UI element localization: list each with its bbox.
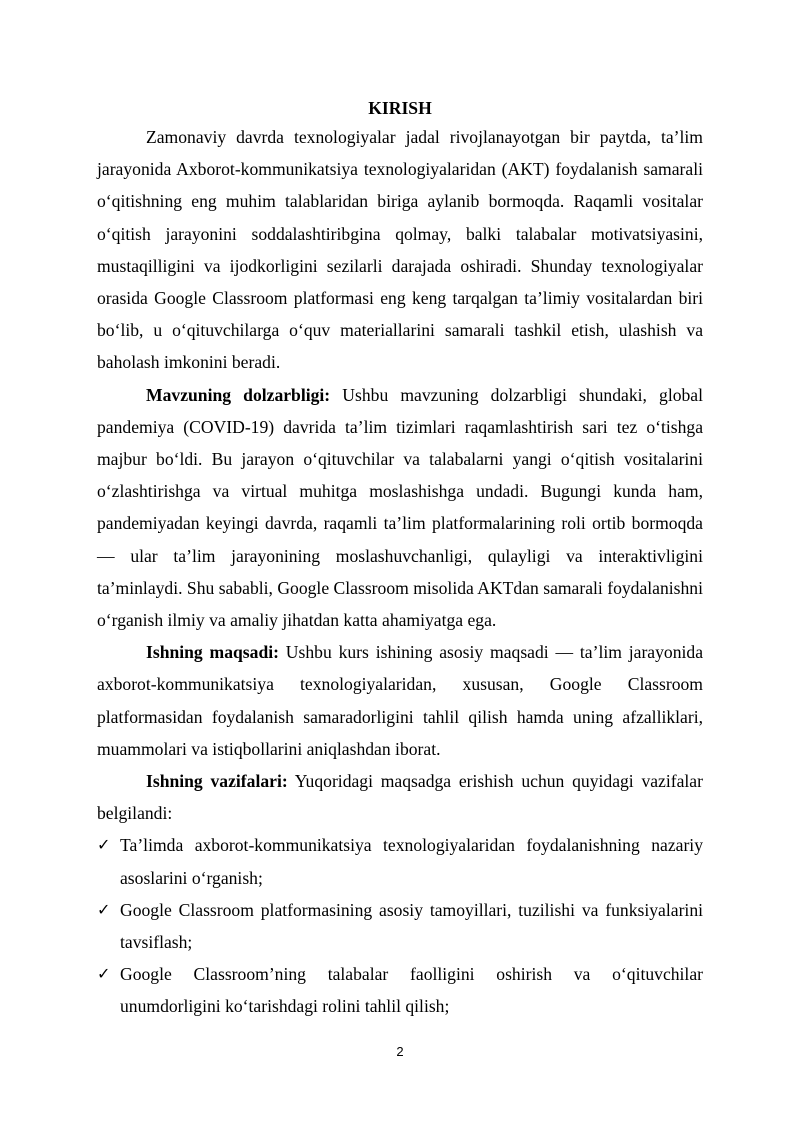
relevance-paragraph (97, 379, 703, 637)
list-item-text: Google Classroom’ning talabalar faolligini oshirish va o‘qituvchilar unumdorligini ko‘tarishdagi rolini tahlil qilish; (120, 964, 703, 1017)
list-item (97, 958, 703, 1022)
goal-text: Ushbu kurs ishining asosiy maqsadi — ta’lim jarayonida axborot-kommunikatsiya texnologiyalaridan, xususan, Google Classroom platformasidan foydalanish samaradorligini tahlil qilish hamda uning afzalliklari, muammolari va istiqbollarini aniqlashdan iborat. (97, 642, 704, 759)
checkmark-icon: ✓ (97, 964, 111, 984)
checkmark-icon: ✓ (97, 899, 111, 919)
tasks-paragraph (97, 765, 703, 829)
page-content (97, 95, 703, 1023)
list-item-text: Google Classroom platformasining asosiy tamoyillari, tuzilishi va funksiyalarini tavsiflash; (120, 899, 703, 953)
goal-label: Ishning maqsadi: (146, 642, 279, 663)
relevance-label: Mavzuning dolzarbligi: (146, 384, 331, 405)
goal-paragraph (97, 636, 703, 765)
page-number: 2 (396, 1044, 404, 1059)
section-title: KIRISH (368, 98, 432, 118)
tasks-list (97, 829, 703, 1022)
list-item (97, 894, 703, 958)
tasks-text: Yuqoridagi maqsadga erishish uchun quyidagi vazifalar belgilandi: (97, 771, 703, 824)
relevance-text: Ushbu mavzuning dolzarbligi shundaki, global pandemiya (COVID-19) davrida ta’lim tizimlari raqamlashtirish sari tez o‘tishga majbur bo‘ldi. Bu jarayon o‘qituvchilar va talabalarni yangi o‘qitish vositalarini o‘zlashtirishga va virtual muhitga moslashishga undadi. Bugungi kunda ham, pandemiyadan keyingi davrda, raqamli ta’lim platformalarining roli ortib bormoqda — ular ta’lim jarayonining moslashuvchanligi, qulayligi va interaktivligini ta’minlaydi. Shu sababli, Google Classroom misolida AKTdan samarali foydalanishni o‘rganish ilmiy va amaliy jihatdan katta ahamiyatga ega. (97, 384, 704, 631)
checkmark-icon: ✓ (97, 835, 111, 855)
list-item (97, 829, 703, 893)
tasks-label: Ishning vazifalari: (146, 771, 288, 792)
intro-paragraph: Zamonaviy davrda texnologiyalar jadal rivojlanayotgan bir paytda, ta’lim jarayonida Axborot-kommunikatsiya texnologiyalaridan (AKT) foydalanish samarali o‘qitishning eng muhim talablaridan biriga aylanib bormoqda. Raqamli vositalar o‘qitish jarayonini soddalashtiribgina qolmay, balki talabalar motivatsiyasini, mustaqilligini va ijodkorligini sezilarli darajada oshiradi. Shunday texnologiyalar orasida Google Classroom platformasi eng keng tarqalgan ta’limiy vositalardan biri bo‘lib, u o‘qituvchilarga o‘quv materiallarini samarali tashkil etish, ulashish va baholash imkonini beradi. (97, 127, 703, 373)
list-item-text: Ta’limda axborot-kommunikatsiya texnologiyalaridan foydalanishning nazariy asoslarini o‘rganish; (120, 835, 703, 888)
